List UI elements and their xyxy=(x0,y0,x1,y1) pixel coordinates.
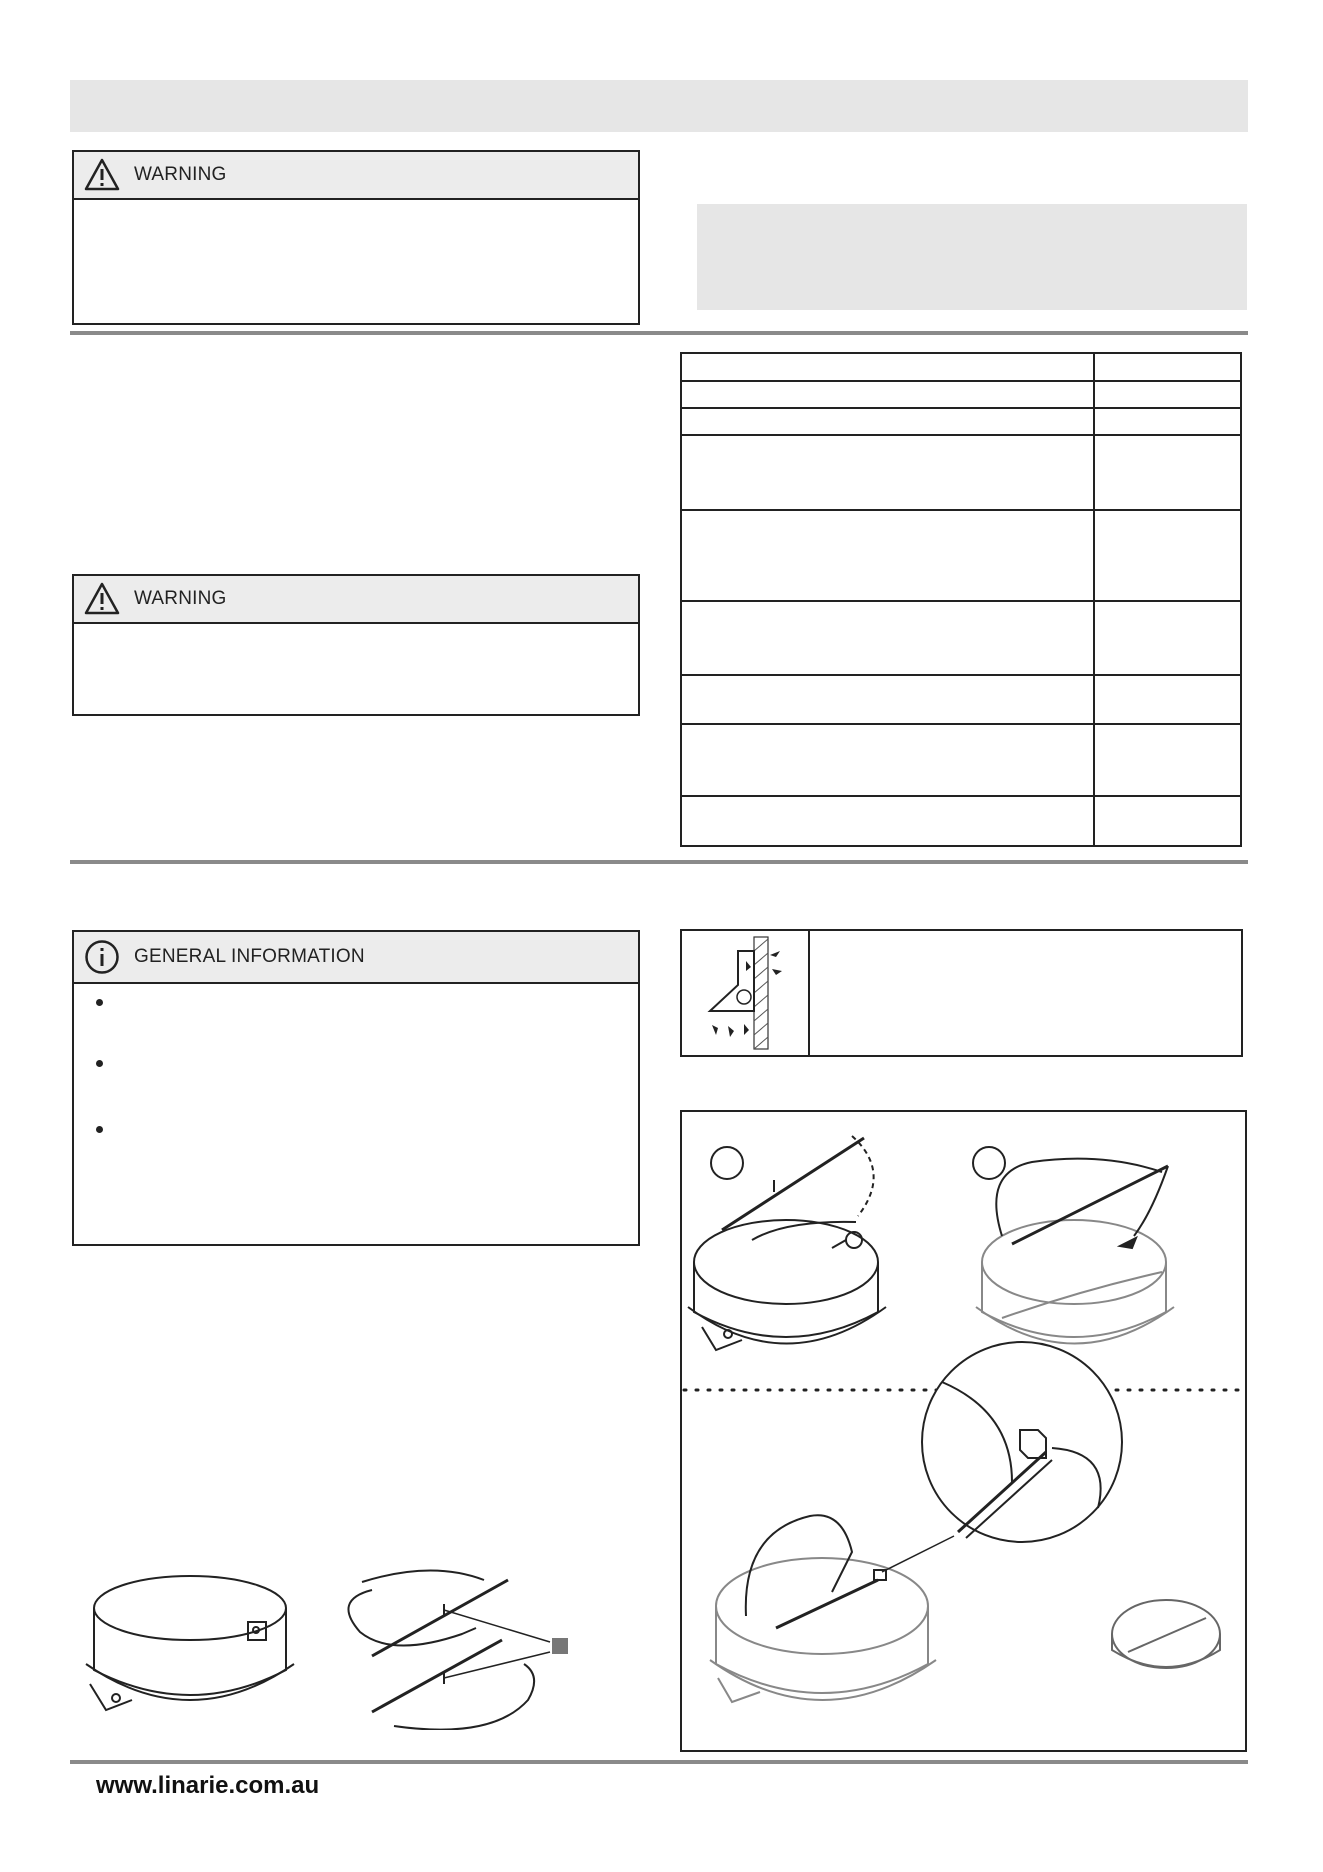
airflow-wall-icon xyxy=(682,931,808,1055)
step-number-circle-2 xyxy=(972,1146,1006,1180)
general-info-title: GENERAL INFORMATION xyxy=(134,946,365,967)
warning-box-mid-header xyxy=(74,576,638,624)
info-bullet xyxy=(96,1060,103,1067)
note-shade-block xyxy=(697,204,1247,310)
warning-box-top-header xyxy=(74,152,638,200)
warning-box-top xyxy=(72,150,640,325)
warning-triangle-icon xyxy=(84,157,120,193)
spec-table-grid xyxy=(680,352,1242,847)
section-divider-1 xyxy=(70,331,1248,335)
airflow-note-box xyxy=(680,929,1243,1057)
warning-title: WARNING xyxy=(134,588,227,609)
section-divider-2 xyxy=(70,860,1248,864)
info-bullet xyxy=(96,999,103,1006)
footer-divider xyxy=(70,1760,1248,1764)
info-bullet xyxy=(96,1126,103,1133)
damper-assembly-illustration xyxy=(682,1112,1245,1750)
parts-illustration xyxy=(72,1560,592,1730)
warning-box-mid xyxy=(72,574,640,716)
assembly-figure xyxy=(680,1110,1247,1752)
general-info-header xyxy=(74,932,638,984)
general-info-box xyxy=(72,930,640,1246)
warning-title: WARNING xyxy=(134,164,227,185)
step-number-circle-1 xyxy=(710,1146,744,1180)
warning-triangle-icon xyxy=(84,581,120,617)
collar-and-flaps-illustration xyxy=(72,1560,592,1730)
footer-url[interactable]: www.linarie.com.au xyxy=(96,1772,320,1799)
spec-table xyxy=(680,352,1242,847)
airflow-icon-cell xyxy=(682,931,810,1055)
info-circle-icon xyxy=(84,939,120,975)
header-band xyxy=(70,80,1248,132)
